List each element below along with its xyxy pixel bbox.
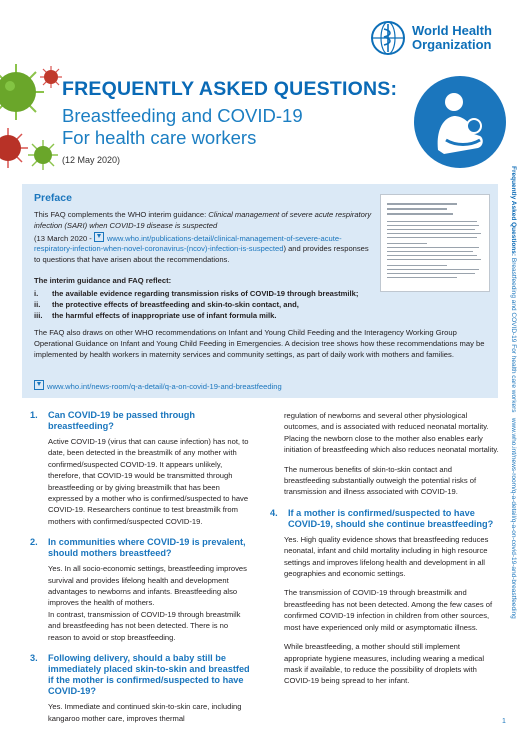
side-url[interactable]: www.who.int/news-room/q-a-detail/q-a-on-covid-19-and-breastfeeding [510, 417, 517, 619]
preface-box [22, 184, 498, 398]
subtitle-line-2: For health care workers [62, 127, 257, 148]
virus-red-left-icon [0, 128, 28, 168]
question-2: 2. In communities where COVID-19 is prevalent, should mothers breastfeed? [30, 537, 246, 559]
who-emblem-icon [370, 20, 406, 56]
list-item: iii. the harmful effects of inappropriate use of infant formula milk. [34, 311, 277, 320]
subtitle-line-1: Breastfeeding and COVID-19 [62, 105, 303, 126]
preface-heading: Preface [34, 192, 72, 204]
virus-red-small-icon [40, 66, 62, 88]
question-3: 3. Following delivery, should a baby still be immediately placed skin-to-skin and breastfed if the mother is confirmed/suspected to have COVID-19? [30, 653, 250, 697]
list-item: i. the available evidence regarding transmission risks of COVID-19 through breastmilk; [34, 289, 359, 298]
guidance-link[interactable]: www.who.int/publications-detail/clinical-management-of-severe-acute-respiratory-infection-when-novel-coronavirus-(ncov)-infection-is-suspected [34, 233, 342, 254]
side-running-text: Frequently Asked Questions: Breastfeeding and COVID-19 For health care workers www.who.int/news-room/q-a-detail/q-a-on-covid-19-and-breastfeeding [510, 166, 517, 619]
answer-2: Yes. In all socio-economic settings, breastfeeding improves survival and provides lifelong health and development advantages to newborns and infants. Breastfeeding also improves the health of mothers. In contrast, transmission of COVID-19 through breastmilk and breastfeeding has not been detected. There is no reason to avoid or stop breastfeeding. [48, 564, 247, 642]
subtitle [62, 105, 432, 149]
left-column [30, 410, 252, 734]
logo-line-2: Organization [412, 37, 492, 52]
faq-link[interactable]: www.who.int/news-room/q-a-detail/q-a-on-covid-19-and-breastfeeding [34, 380, 282, 391]
title-block [62, 78, 432, 165]
preface-also-text: The FAQ also draws on other WHO recommendations on Infant and Young Child Feeding and the Interagency Working Group Operational Guidance on Infant and Young Child Feeding in Emergencies. A decision tree shows how these recommendations may be implemented by health workers in maternity services and community settings, as part of daily work with mothers and families. [34, 328, 485, 359]
page-title: FREQUENTLY ASKED QUESTIONS: [62, 78, 398, 100]
who-logo [370, 18, 510, 58]
virus-green-small-icon [28, 140, 58, 170]
list-item: ii. the protective effects of breastfeeding and skin-to-skin contact, and, [34, 300, 299, 309]
answer-4: Yes. High quality evidence shows that breastfeeding reduces neonatal, infant and child mortality including in high resource settings and improves lifelong health and development in all geographies and economic settings. The transmission of COVID-19 through breastmilk and breastfeeding has not been detected. Among the few cases of confirmed COVID-19 infection in children from other sources, most have experienced only mild or asymptomatic illness. While breastfeeding, a mother should still implement appropriate hygiene measures, including wearing a medical mask if available, to reduce the possibility of droplets with COVID-19 being spread to her infant. [284, 534, 493, 686]
breastfeeding-mother-icon [414, 76, 506, 168]
answer-3-continued: regulation of newborns and several other physiological outcomes, and is associated with reduced neonatal mortality. Placing the newborn close to the mother also enables early initiation of breastfeeding which also reduces neonatal mortality. The numerous benefits of skin-to-skin contact and breastfeeding substantially outweigh the potential risks of transmission and illness associated with COVID-19. [284, 411, 499, 497]
answer-3-start: Yes. Immediate and continued skin-to-skin care, including kangaroo mother care, improves thermal [48, 702, 242, 723]
publication-date: (12 May 2020) [62, 155, 121, 165]
guidance-document-thumbnail[interactable] [380, 194, 490, 292]
preface-intro-b: (13 March 2020 - [34, 233, 94, 243]
reflect-list [34, 288, 358, 321]
right-column [270, 410, 500, 697]
preface-intro [34, 210, 372, 266]
preface-intro-c: ) and provides responses to questions that have arisen about the recommendations. [34, 244, 369, 265]
page-number: 1 [502, 718, 506, 725]
reflect-heading: The interim guidance and FAQ reflect: [34, 276, 172, 285]
guidance-title: Clinical management of severe acute respiratory infection (SARI) when COVID-19 disease is suspected [34, 210, 372, 230]
logo-line-1: World Health [412, 23, 492, 38]
download-icon [94, 232, 104, 242]
answer-1: Active COVID-19 (virus that can cause infection) has not, to date, been detected in the breastmilk of any mother with confirmed/suspected COVID-19. It appears unlikely, therefore, that COVID-19 would be transmitted through breastfeeding or by giving breastmilk that has been expressed by a mother who is confirmed/suspected to have COVID-19. Researchers continue to test breastmilk from mothers with confirmed/suspected COVID-19. [48, 437, 249, 526]
question-4: 4. If a mother is confirmed/suspected to have COVID-19, should she continue breastfeeding? [270, 507, 494, 529]
question-1: 1. Can COVID-19 be passed through breastfeeding? [30, 410, 196, 431]
preface-intro-a: This FAQ complements the WHO interim guidance: [34, 210, 209, 219]
download-icon [34, 380, 44, 390]
